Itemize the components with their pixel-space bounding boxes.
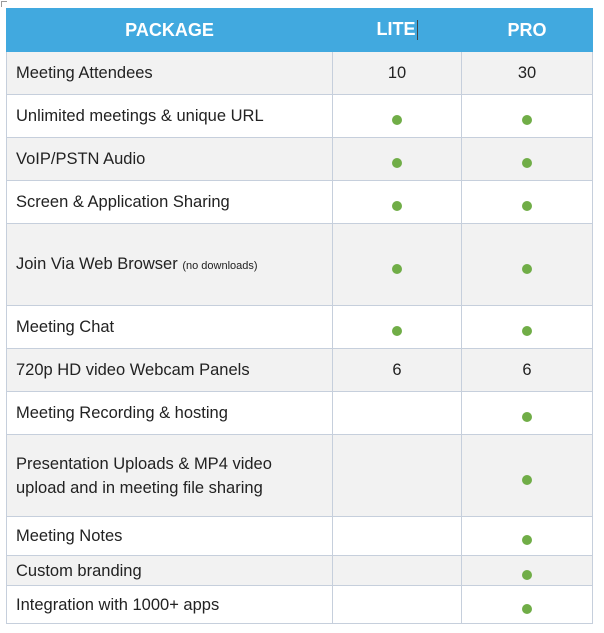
green-dot-icon [522,475,532,485]
feature-label-line2: upload and in meeting file sharing [16,478,263,497]
feature-cell [7,224,333,306]
lite-value [333,224,462,306]
green-dot-icon [522,535,532,545]
pro-value: 30 [462,52,593,95]
table-row [7,556,593,586]
feature-cell: Meeting Recording & hosting [7,392,333,435]
green-dot-icon [522,412,532,422]
pro-value [462,517,593,556]
feature-cell: Unlimited meetings & unique URL [7,95,333,138]
lite-value [333,306,462,349]
pro-value [462,306,593,349]
lite-value [333,138,462,181]
feature-cell: Meeting Chat [7,306,333,349]
green-dot-icon [392,264,402,274]
table-row [7,181,593,224]
feature-note: (no downloads) [182,259,258,272]
header-lite [333,9,462,52]
green-dot-icon [392,201,402,211]
lite-value: 6 [333,349,462,392]
table-row [7,435,593,517]
pro-value [462,95,593,138]
table-row [7,349,593,392]
green-dot-icon [522,570,532,580]
pro-value [462,586,593,624]
pro-value [462,224,593,306]
table-row [7,517,593,556]
feature-cell: Screen & Application Sharing [7,181,333,224]
table-row [7,224,593,306]
feature-cell: Custom branding [7,556,333,586]
feature-label: Join Via Web Browser [16,254,178,273]
green-dot-icon [392,326,402,336]
table-row [7,138,593,181]
green-dot-icon [392,158,402,168]
pro-value: 6 [462,349,593,392]
lite-value [333,95,462,138]
header-package: PACKAGE [7,9,333,52]
header-pro: PRO [462,9,593,52]
green-dot-icon [392,115,402,125]
pro-value [462,138,593,181]
lite-value [333,181,462,224]
feature-cell [7,435,333,517]
green-dot-icon [522,326,532,336]
pro-value [462,556,593,586]
pro-value [462,435,593,517]
green-dot-icon [522,158,532,168]
lite-value [333,517,462,556]
green-dot-icon [522,201,532,211]
lite-value [333,556,462,586]
pro-value [462,181,593,224]
anchor-mark [1,1,7,7]
green-dot-icon [522,604,532,614]
header-lite-label: LITE [376,19,416,40]
feature-cell: VoIP/PSTN Audio [7,138,333,181]
feature-cell: 720p HD video Webcam Panels [7,349,333,392]
feature-cell: Integration with 1000+ apps [7,586,333,624]
lite-value [333,435,462,517]
lite-value [333,586,462,624]
table-row [7,52,593,95]
lite-value [333,392,462,435]
lite-value: 10 [333,52,462,95]
table-row [7,586,593,624]
green-dot-icon [522,264,532,274]
feature-label-line1: Presentation Uploads & MP4 video [16,454,272,473]
pricing-table [6,8,593,624]
table-row [7,392,593,435]
feature-cell: Meeting Notes [7,517,333,556]
header-row [7,9,593,52]
text-cursor [417,20,418,40]
table-row [7,306,593,349]
table-row [7,95,593,138]
feature-cell: Meeting Attendees [7,52,333,95]
pro-value [462,392,593,435]
green-dot-icon [522,115,532,125]
